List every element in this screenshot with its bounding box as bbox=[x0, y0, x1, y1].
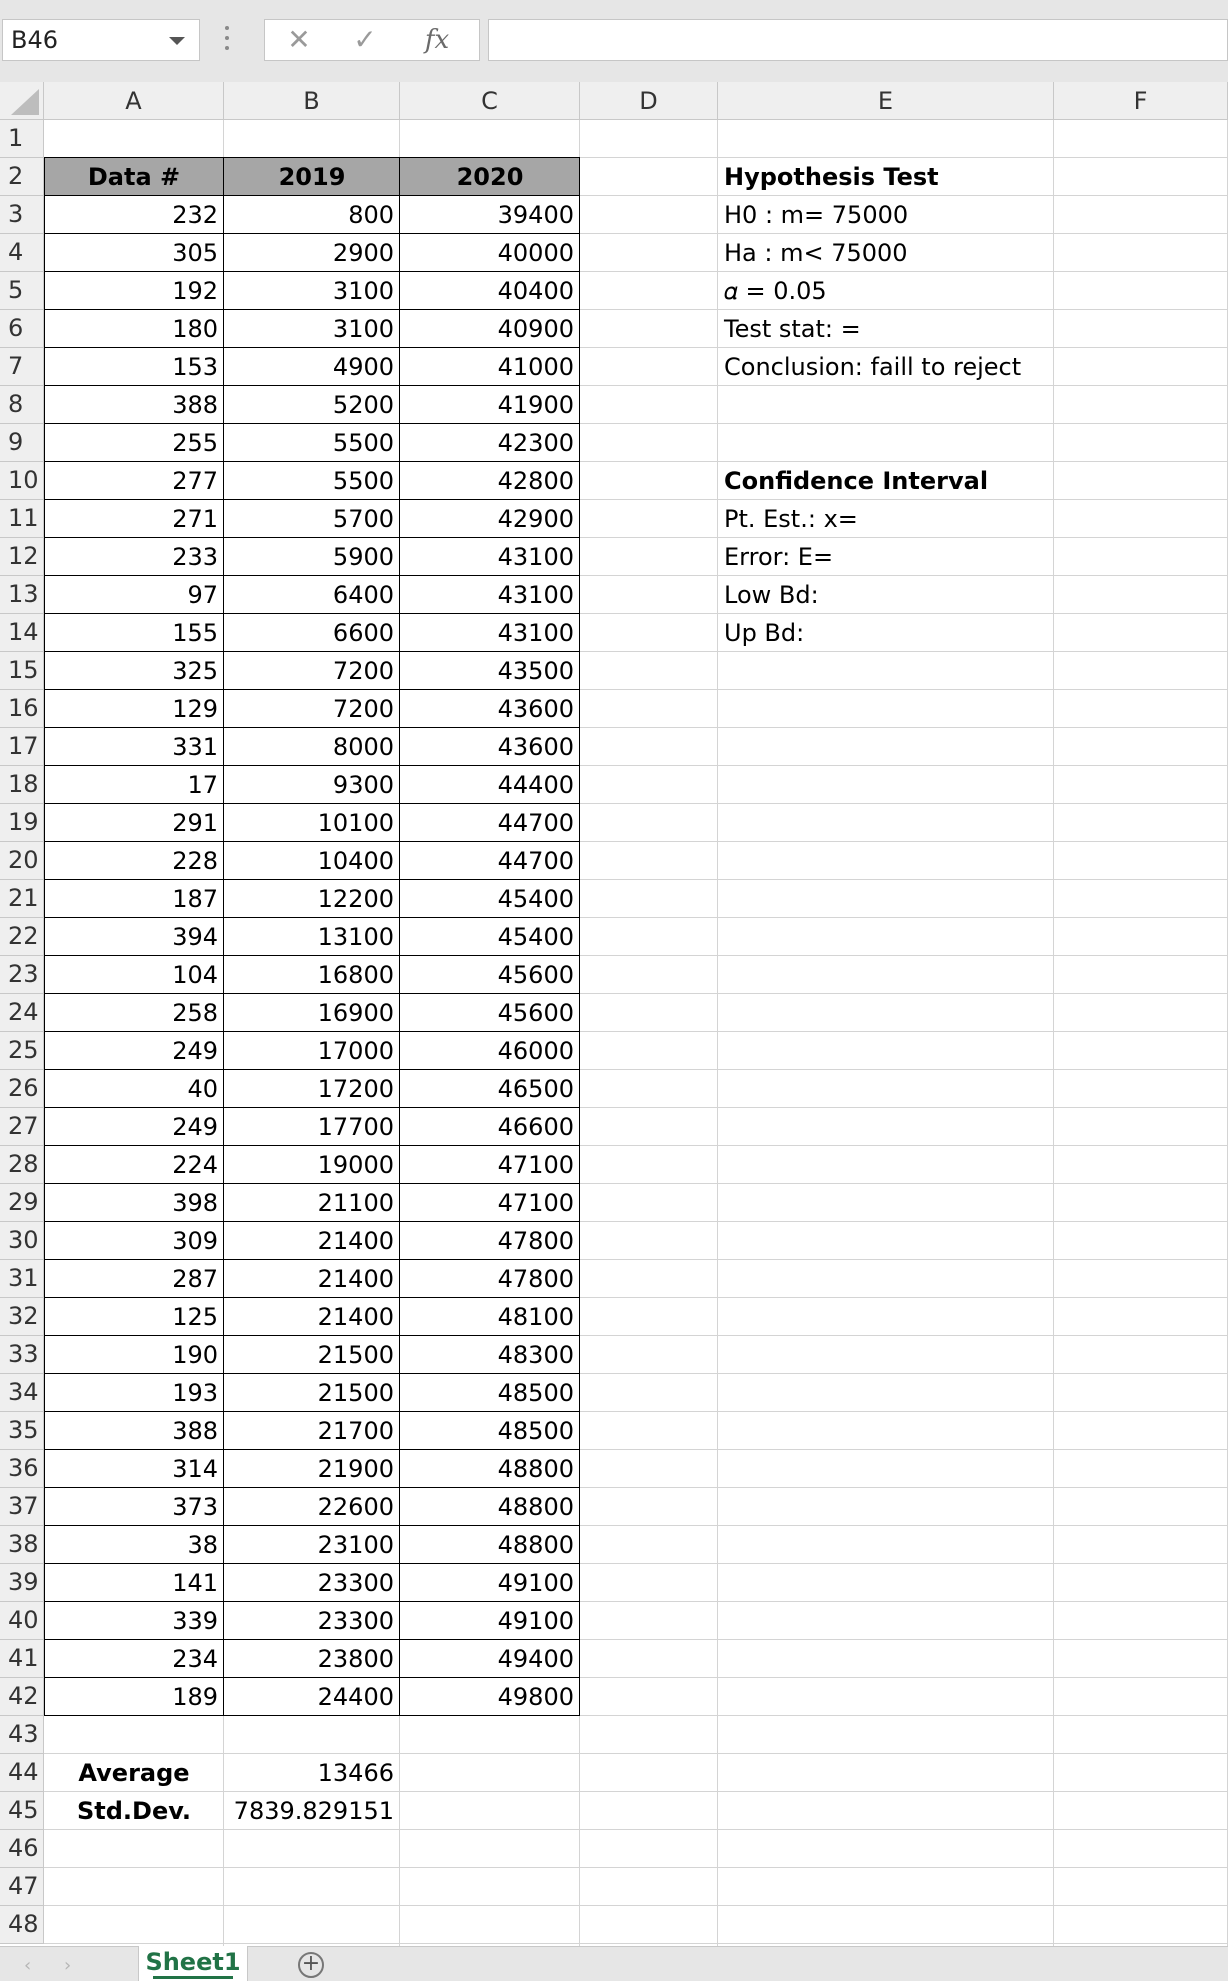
table-cell[interactable]: 232 bbox=[172, 201, 218, 229]
table-cell[interactable]: 43100 bbox=[497, 581, 574, 609]
table-border bbox=[44, 1563, 580, 1564]
table-cell[interactable]: 48800 bbox=[497, 1455, 574, 1483]
table-cell[interactable]: 17 bbox=[187, 771, 218, 799]
table-cell[interactable]: 228 bbox=[172, 847, 218, 875]
table-cell[interactable]: 255 bbox=[172, 429, 218, 457]
spreadsheet-grid bbox=[0, 82, 1228, 1946]
row-header[interactable]: 13 bbox=[0, 576, 44, 614]
table-cell[interactable]: 40000 bbox=[497, 239, 574, 267]
table-border bbox=[44, 765, 580, 766]
table-cell[interactable]: 190 bbox=[172, 1341, 218, 1369]
table-cell[interactable]: 4900 bbox=[332, 353, 394, 381]
table-cell[interactable]: 43100 bbox=[497, 543, 574, 571]
row-header[interactable]: 9 bbox=[0, 424, 44, 462]
row-header[interactable]: 38 bbox=[0, 1526, 44, 1564]
table-cell[interactable]: 10100 bbox=[317, 809, 394, 837]
table-cell[interactable]: 42800 bbox=[497, 467, 574, 495]
table-border bbox=[44, 347, 580, 348]
table-cell[interactable]: 21400 bbox=[317, 1265, 394, 1293]
table-cell[interactable]: 48100 bbox=[497, 1303, 574, 1331]
table-cell[interactable]: 48500 bbox=[497, 1417, 574, 1445]
table-cell[interactable]: 305 bbox=[172, 239, 218, 267]
table-border bbox=[44, 157, 580, 158]
select-all-corner[interactable] bbox=[0, 82, 44, 120]
table-border bbox=[44, 1069, 580, 1070]
table-border bbox=[44, 385, 580, 386]
name-box[interactable] bbox=[2, 19, 200, 61]
row-header[interactable]: 3 bbox=[0, 196, 44, 234]
row-header[interactable]: 32 bbox=[0, 1298, 44, 1336]
average-label[interactable]: Average bbox=[78, 1759, 190, 1787]
row-header[interactable]: 33 bbox=[0, 1336, 44, 1374]
table-cell[interactable]: 49800 bbox=[497, 1683, 574, 1711]
table-cell[interactable]: 155 bbox=[172, 619, 218, 647]
hypothesis-ha[interactable]: Ha : m< 75000 bbox=[724, 239, 908, 267]
column-header-b[interactable]: B bbox=[224, 82, 400, 120]
table-cell[interactable]: 21900 bbox=[317, 1455, 394, 1483]
table-cell[interactable]: 291 bbox=[172, 809, 218, 837]
formula-bar bbox=[0, 0, 1228, 83]
table-cell[interactable]: 24400 bbox=[317, 1683, 394, 1711]
row-header[interactable]: 46 bbox=[0, 1830, 44, 1868]
table-cell[interactable]: 39400 bbox=[497, 201, 574, 229]
cancel-icon[interactable]: ✕ bbox=[287, 23, 311, 56]
table-border bbox=[44, 1031, 580, 1032]
row-header[interactable]: 15 bbox=[0, 652, 44, 690]
table-border bbox=[44, 1183, 580, 1184]
sheet-tab-label: Sheet1 bbox=[145, 1948, 241, 1976]
table-cell[interactable]: 309 bbox=[172, 1227, 218, 1255]
row-header[interactable]: 48 bbox=[0, 1906, 44, 1944]
table-cell[interactable]: 224 bbox=[172, 1151, 218, 1179]
table-cell[interactable]: 12200 bbox=[317, 885, 394, 913]
table-border bbox=[44, 689, 580, 690]
table-border bbox=[44, 879, 580, 880]
table-cell[interactable]: 21100 bbox=[317, 1189, 394, 1217]
table-cell[interactable]: 6400 bbox=[332, 581, 394, 609]
column-header-d[interactable]: D bbox=[580, 82, 718, 120]
table-cell[interactable]: 21700 bbox=[317, 1417, 394, 1445]
table-cell[interactable]: 43500 bbox=[497, 657, 574, 685]
table-cell[interactable]: 44700 bbox=[497, 847, 574, 875]
table-cell[interactable]: 19000 bbox=[317, 1151, 394, 1179]
table-cell[interactable]: 258 bbox=[172, 999, 218, 1027]
table-cell[interactable]: 16800 bbox=[317, 961, 394, 989]
table-cell[interactable]: 800 bbox=[348, 201, 394, 229]
table-cell[interactable]: 23300 bbox=[317, 1607, 394, 1635]
table-cell[interactable]: 193 bbox=[172, 1379, 218, 1407]
gridline bbox=[44, 1867, 1228, 1868]
table-cell[interactable]: 388 bbox=[172, 391, 218, 419]
table-cell[interactable]: 8000 bbox=[332, 733, 394, 761]
column-header-e[interactable]: E bbox=[718, 82, 1054, 120]
row-header[interactable]: 26 bbox=[0, 1070, 44, 1108]
table-border bbox=[44, 1221, 580, 1222]
check-icon[interactable]: ✓ bbox=[353, 23, 377, 56]
hypothesis-test-stat[interactable]: Test stat: = bbox=[724, 315, 861, 343]
hypothesis-title[interactable]: Hypothesis Test bbox=[724, 163, 939, 191]
gridline bbox=[1053, 120, 1054, 1946]
sheet-tab-bar bbox=[0, 1946, 1228, 1981]
table-cell[interactable]: 2900 bbox=[332, 239, 394, 267]
table-cell[interactable]: 21500 bbox=[317, 1341, 394, 1369]
table-cell[interactable]: 46500 bbox=[497, 1075, 574, 1103]
table-border bbox=[44, 1449, 580, 1450]
insert-function-icon[interactable]: fx bbox=[424, 25, 450, 55]
table-cell[interactable]: 23300 bbox=[317, 1569, 394, 1597]
table-cell[interactable]: 271 bbox=[172, 505, 218, 533]
table-cell[interactable]: 43100 bbox=[497, 619, 574, 647]
row-header[interactable]: 18 bbox=[0, 766, 44, 804]
table-cell[interactable]: 3100 bbox=[332, 315, 394, 343]
row-header[interactable]: 41 bbox=[0, 1640, 44, 1678]
table-border bbox=[44, 1525, 580, 1526]
confidence-low[interactable]: Low Bd: bbox=[724, 581, 819, 609]
table-cell[interactable]: 23800 bbox=[317, 1645, 394, 1673]
table-cell[interactable]: 46600 bbox=[497, 1113, 574, 1141]
table-border bbox=[44, 1487, 580, 1488]
column-header-c[interactable]: C bbox=[400, 82, 580, 120]
row-header[interactable]: 22 bbox=[0, 918, 44, 956]
table-cell[interactable]: 331 bbox=[172, 733, 218, 761]
row-header[interactable]: 12 bbox=[0, 538, 44, 576]
table-cell[interactable]: 129 bbox=[172, 695, 218, 723]
table-cell[interactable]: 13100 bbox=[317, 923, 394, 951]
row-header[interactable]: 14 bbox=[0, 614, 44, 652]
table-cell[interactable]: 45600 bbox=[497, 999, 574, 1027]
average-value[interactable]: 13466 bbox=[317, 1759, 394, 1787]
table-cell[interactable]: 3100 bbox=[332, 277, 394, 305]
row-header[interactable]: 31 bbox=[0, 1260, 44, 1298]
table-cell[interactable]: 141 bbox=[172, 1569, 218, 1597]
table-cell[interactable]: 21400 bbox=[317, 1227, 394, 1255]
row-header[interactable]: 45 bbox=[0, 1792, 44, 1830]
table-cell[interactable]: 5500 bbox=[332, 429, 394, 457]
row-header[interactable]: 6 bbox=[0, 310, 44, 348]
table-border bbox=[44, 955, 580, 956]
table-cell[interactable]: 17000 bbox=[317, 1037, 394, 1065]
table-cell[interactable]: 394 bbox=[172, 923, 218, 951]
table-border bbox=[44, 651, 580, 652]
table-border bbox=[44, 1107, 580, 1108]
table-cell[interactable]: 48500 bbox=[497, 1379, 574, 1407]
table-border bbox=[44, 1639, 580, 1640]
table-border bbox=[44, 499, 580, 500]
row-header[interactable]: 28 bbox=[0, 1146, 44, 1184]
table-cell[interactable]: 17200 bbox=[317, 1075, 394, 1103]
table-cell[interactable]: 16900 bbox=[317, 999, 394, 1027]
row-header[interactable]: 30 bbox=[0, 1222, 44, 1260]
table-cell[interactable]: 40 bbox=[187, 1075, 218, 1103]
row-header[interactable]: 10 bbox=[0, 462, 44, 500]
table-border bbox=[44, 271, 580, 272]
table-cell[interactable]: 9300 bbox=[332, 771, 394, 799]
table-cell[interactable]: 43600 bbox=[497, 695, 574, 723]
table-border bbox=[44, 461, 580, 462]
table-cell[interactable]: 314 bbox=[172, 1455, 218, 1483]
row-header[interactable]: 44 bbox=[0, 1754, 44, 1792]
table-cell[interactable]: 44400 bbox=[497, 771, 574, 799]
table-cell[interactable]: 104 bbox=[172, 961, 218, 989]
row-header[interactable]: 40 bbox=[0, 1602, 44, 1640]
table-cell[interactable]: 388 bbox=[172, 1417, 218, 1445]
row-header[interactable]: 36 bbox=[0, 1450, 44, 1488]
table-cell[interactable]: 7200 bbox=[332, 657, 394, 685]
table-cell[interactable]: 47100 bbox=[497, 1151, 574, 1179]
row-header[interactable]: 19 bbox=[0, 804, 44, 842]
row-header[interactable]: 2 bbox=[0, 158, 44, 196]
table-cell[interactable]: 40900 bbox=[497, 315, 574, 343]
table-cell[interactable]: 153 bbox=[172, 353, 218, 381]
row-header[interactable]: 37 bbox=[0, 1488, 44, 1526]
table-cell[interactable]: 17700 bbox=[317, 1113, 394, 1141]
confidence-up[interactable]: Up Bd: bbox=[724, 619, 805, 647]
table-cell[interactable]: 38 bbox=[187, 1531, 218, 1559]
table-cell[interactable]: 325 bbox=[172, 657, 218, 685]
gridline bbox=[44, 1905, 1228, 1906]
row-header[interactable]: 27 bbox=[0, 1108, 44, 1146]
table-cell[interactable]: 40400 bbox=[497, 277, 574, 305]
table-border bbox=[44, 1411, 580, 1412]
row-header[interactable]: 21 bbox=[0, 880, 44, 918]
add-sheet-icon[interactable]: + bbox=[298, 1952, 324, 1978]
table-cell[interactable]: 49100 bbox=[497, 1569, 574, 1597]
table-cell[interactable]: 7200 bbox=[332, 695, 394, 723]
row-header[interactable]: 4 bbox=[0, 234, 44, 272]
table-cell[interactable]: 234 bbox=[172, 1645, 218, 1673]
table-cell[interactable]: 49400 bbox=[497, 1645, 574, 1673]
row-header[interactable]: 24 bbox=[0, 994, 44, 1032]
table-border bbox=[44, 575, 580, 576]
table-cell[interactable]: 5900 bbox=[332, 543, 394, 571]
hypothesis-alpha[interactable]: 𝛼 = 0.05 bbox=[724, 277, 827, 305]
table-cell[interactable]: 5200 bbox=[332, 391, 394, 419]
table-cell[interactable]: 22600 bbox=[317, 1493, 394, 1521]
table-border bbox=[44, 803, 580, 804]
table-cell[interactable]: 48800 bbox=[497, 1531, 574, 1559]
row-header[interactable]: 42 bbox=[0, 1678, 44, 1716]
table-border bbox=[44, 1335, 580, 1336]
row-header[interactable]: 16 bbox=[0, 690, 44, 728]
chevron-down-icon[interactable] bbox=[169, 37, 185, 45]
table-border bbox=[44, 727, 580, 728]
table-cell[interactable]: 48800 bbox=[497, 1493, 574, 1521]
gridline bbox=[717, 120, 718, 1946]
table-border bbox=[44, 1601, 580, 1602]
table-border bbox=[44, 1677, 580, 1678]
row-header[interactable]: 5 bbox=[0, 272, 44, 310]
hypothesis-h0[interactable]: H0 : m= 75000 bbox=[724, 201, 909, 229]
table-border bbox=[44, 1259, 580, 1260]
table-cell[interactable]: 45600 bbox=[497, 961, 574, 989]
row-header[interactable]: 47 bbox=[0, 1868, 44, 1906]
table-cell[interactable]: 277 bbox=[172, 467, 218, 495]
row-header[interactable]: 29 bbox=[0, 1184, 44, 1222]
table-cell[interactable]: 21500 bbox=[317, 1379, 394, 1407]
table-cell[interactable]: 249 bbox=[172, 1113, 218, 1141]
table-cell[interactable]: 373 bbox=[172, 1493, 218, 1521]
table-border bbox=[399, 157, 400, 1716]
table-header-cell[interactable]: Data # bbox=[44, 158, 224, 196]
table-border bbox=[44, 423, 580, 424]
table-header-cell[interactable]: 2020 bbox=[400, 158, 580, 196]
column-header-f[interactable]: F bbox=[1054, 82, 1228, 120]
table-border bbox=[44, 993, 580, 994]
row-header[interactable]: 17 bbox=[0, 728, 44, 766]
row-header[interactable]: 39 bbox=[0, 1564, 44, 1602]
table-cell[interactable]: 398 bbox=[172, 1189, 218, 1217]
table-cell[interactable]: 45400 bbox=[497, 885, 574, 913]
confidence-title[interactable]: Confidence Interval bbox=[724, 467, 989, 495]
row-header[interactable]: 43 bbox=[0, 1716, 44, 1754]
table-border bbox=[44, 841, 580, 842]
table-border bbox=[44, 1145, 580, 1146]
table-border bbox=[44, 1715, 580, 1716]
table-cell[interactable]: 23100 bbox=[317, 1531, 394, 1559]
table-cell[interactable]: 48300 bbox=[497, 1341, 574, 1369]
table-border bbox=[44, 195, 580, 196]
table-cell[interactable]: 44700 bbox=[497, 809, 574, 837]
table-border bbox=[44, 309, 580, 310]
table-cell[interactable]: 47800 bbox=[497, 1227, 574, 1255]
table-cell[interactable]: 41900 bbox=[497, 391, 574, 419]
row-header[interactable]: 1 bbox=[0, 120, 44, 158]
row-header[interactable]: 20 bbox=[0, 842, 44, 880]
table-border bbox=[44, 157, 45, 1716]
name-box-value: B46 bbox=[11, 26, 59, 54]
table-cell[interactable]: 49100 bbox=[497, 1607, 574, 1635]
tab-next-icon[interactable]: › bbox=[64, 1955, 72, 1976]
row-header[interactable]: 35 bbox=[0, 1412, 44, 1450]
table-cell[interactable]: 47800 bbox=[497, 1265, 574, 1293]
table-border bbox=[44, 233, 580, 234]
table-border bbox=[44, 1373, 580, 1374]
table-cell[interactable]: 10400 bbox=[317, 847, 394, 875]
table-border bbox=[44, 917, 580, 918]
table-cell[interactable]: 189 bbox=[172, 1683, 218, 1711]
table-border bbox=[223, 157, 224, 1716]
table-cell[interactable]: 249 bbox=[172, 1037, 218, 1065]
table-header-cell[interactable]: 2019 bbox=[224, 158, 400, 196]
table-border bbox=[44, 537, 580, 538]
table-cell[interactable]: 97 bbox=[187, 581, 218, 609]
active-tab-underline bbox=[153, 1976, 233, 1979]
table-cell[interactable]: 180 bbox=[172, 315, 218, 343]
table-cell[interactable]: 6600 bbox=[332, 619, 394, 647]
row-header[interactable]: 11 bbox=[0, 500, 44, 538]
table-border bbox=[44, 1297, 580, 1298]
table-cell[interactable]: 287 bbox=[172, 1265, 218, 1293]
table-cell[interactable]: 46000 bbox=[497, 1037, 574, 1065]
stddev-value[interactable]: 7839.829151 bbox=[233, 1797, 394, 1825]
confidence-pt-est[interactable]: Pt. Est.: x= bbox=[724, 505, 858, 533]
row-header[interactable]: 34 bbox=[0, 1374, 44, 1412]
table-cell[interactable]: 187 bbox=[172, 885, 218, 913]
stddev-label[interactable]: Std.Dev. bbox=[76, 1797, 192, 1825]
column-header-a[interactable]: A bbox=[44, 82, 224, 120]
formula-input[interactable] bbox=[488, 19, 1228, 61]
table-cell[interactable]: 192 bbox=[172, 277, 218, 305]
gridline bbox=[44, 1943, 1228, 1944]
table-cell[interactable]: 339 bbox=[172, 1607, 218, 1635]
table-cell[interactable]: 5700 bbox=[332, 505, 394, 533]
table-cell[interactable]: 42300 bbox=[497, 429, 574, 457]
table-cell[interactable]: 47100 bbox=[497, 1189, 574, 1217]
table-cell[interactable]: 43600 bbox=[497, 733, 574, 761]
grip-icon[interactable] bbox=[224, 26, 230, 56]
table-border bbox=[579, 157, 580, 1716]
row-header[interactable]: 25 bbox=[0, 1032, 44, 1070]
formula-buttons bbox=[264, 19, 480, 61]
hypothesis-conclusion[interactable]: Conclusion: faill to reject bbox=[724, 353, 1022, 381]
table-border bbox=[44, 613, 580, 614]
row-header[interactable]: 7 bbox=[0, 348, 44, 386]
tab-prev-icon[interactable]: ‹ bbox=[24, 1955, 32, 1976]
sheet-tab-sheet1[interactable] bbox=[138, 1946, 248, 1981]
table-cell[interactable]: 45400 bbox=[497, 923, 574, 951]
table-cell[interactable]: 233 bbox=[172, 543, 218, 571]
row-header[interactable]: 8 bbox=[0, 386, 44, 424]
table-cell[interactable]: 21400 bbox=[317, 1303, 394, 1331]
table-cell[interactable]: 5500 bbox=[332, 467, 394, 495]
table-cell[interactable]: 41000 bbox=[497, 353, 574, 381]
table-cell[interactable]: 125 bbox=[172, 1303, 218, 1331]
row-header[interactable]: 23 bbox=[0, 956, 44, 994]
table-cell[interactable]: 42900 bbox=[497, 505, 574, 533]
confidence-error[interactable]: Error: E= bbox=[724, 543, 834, 571]
